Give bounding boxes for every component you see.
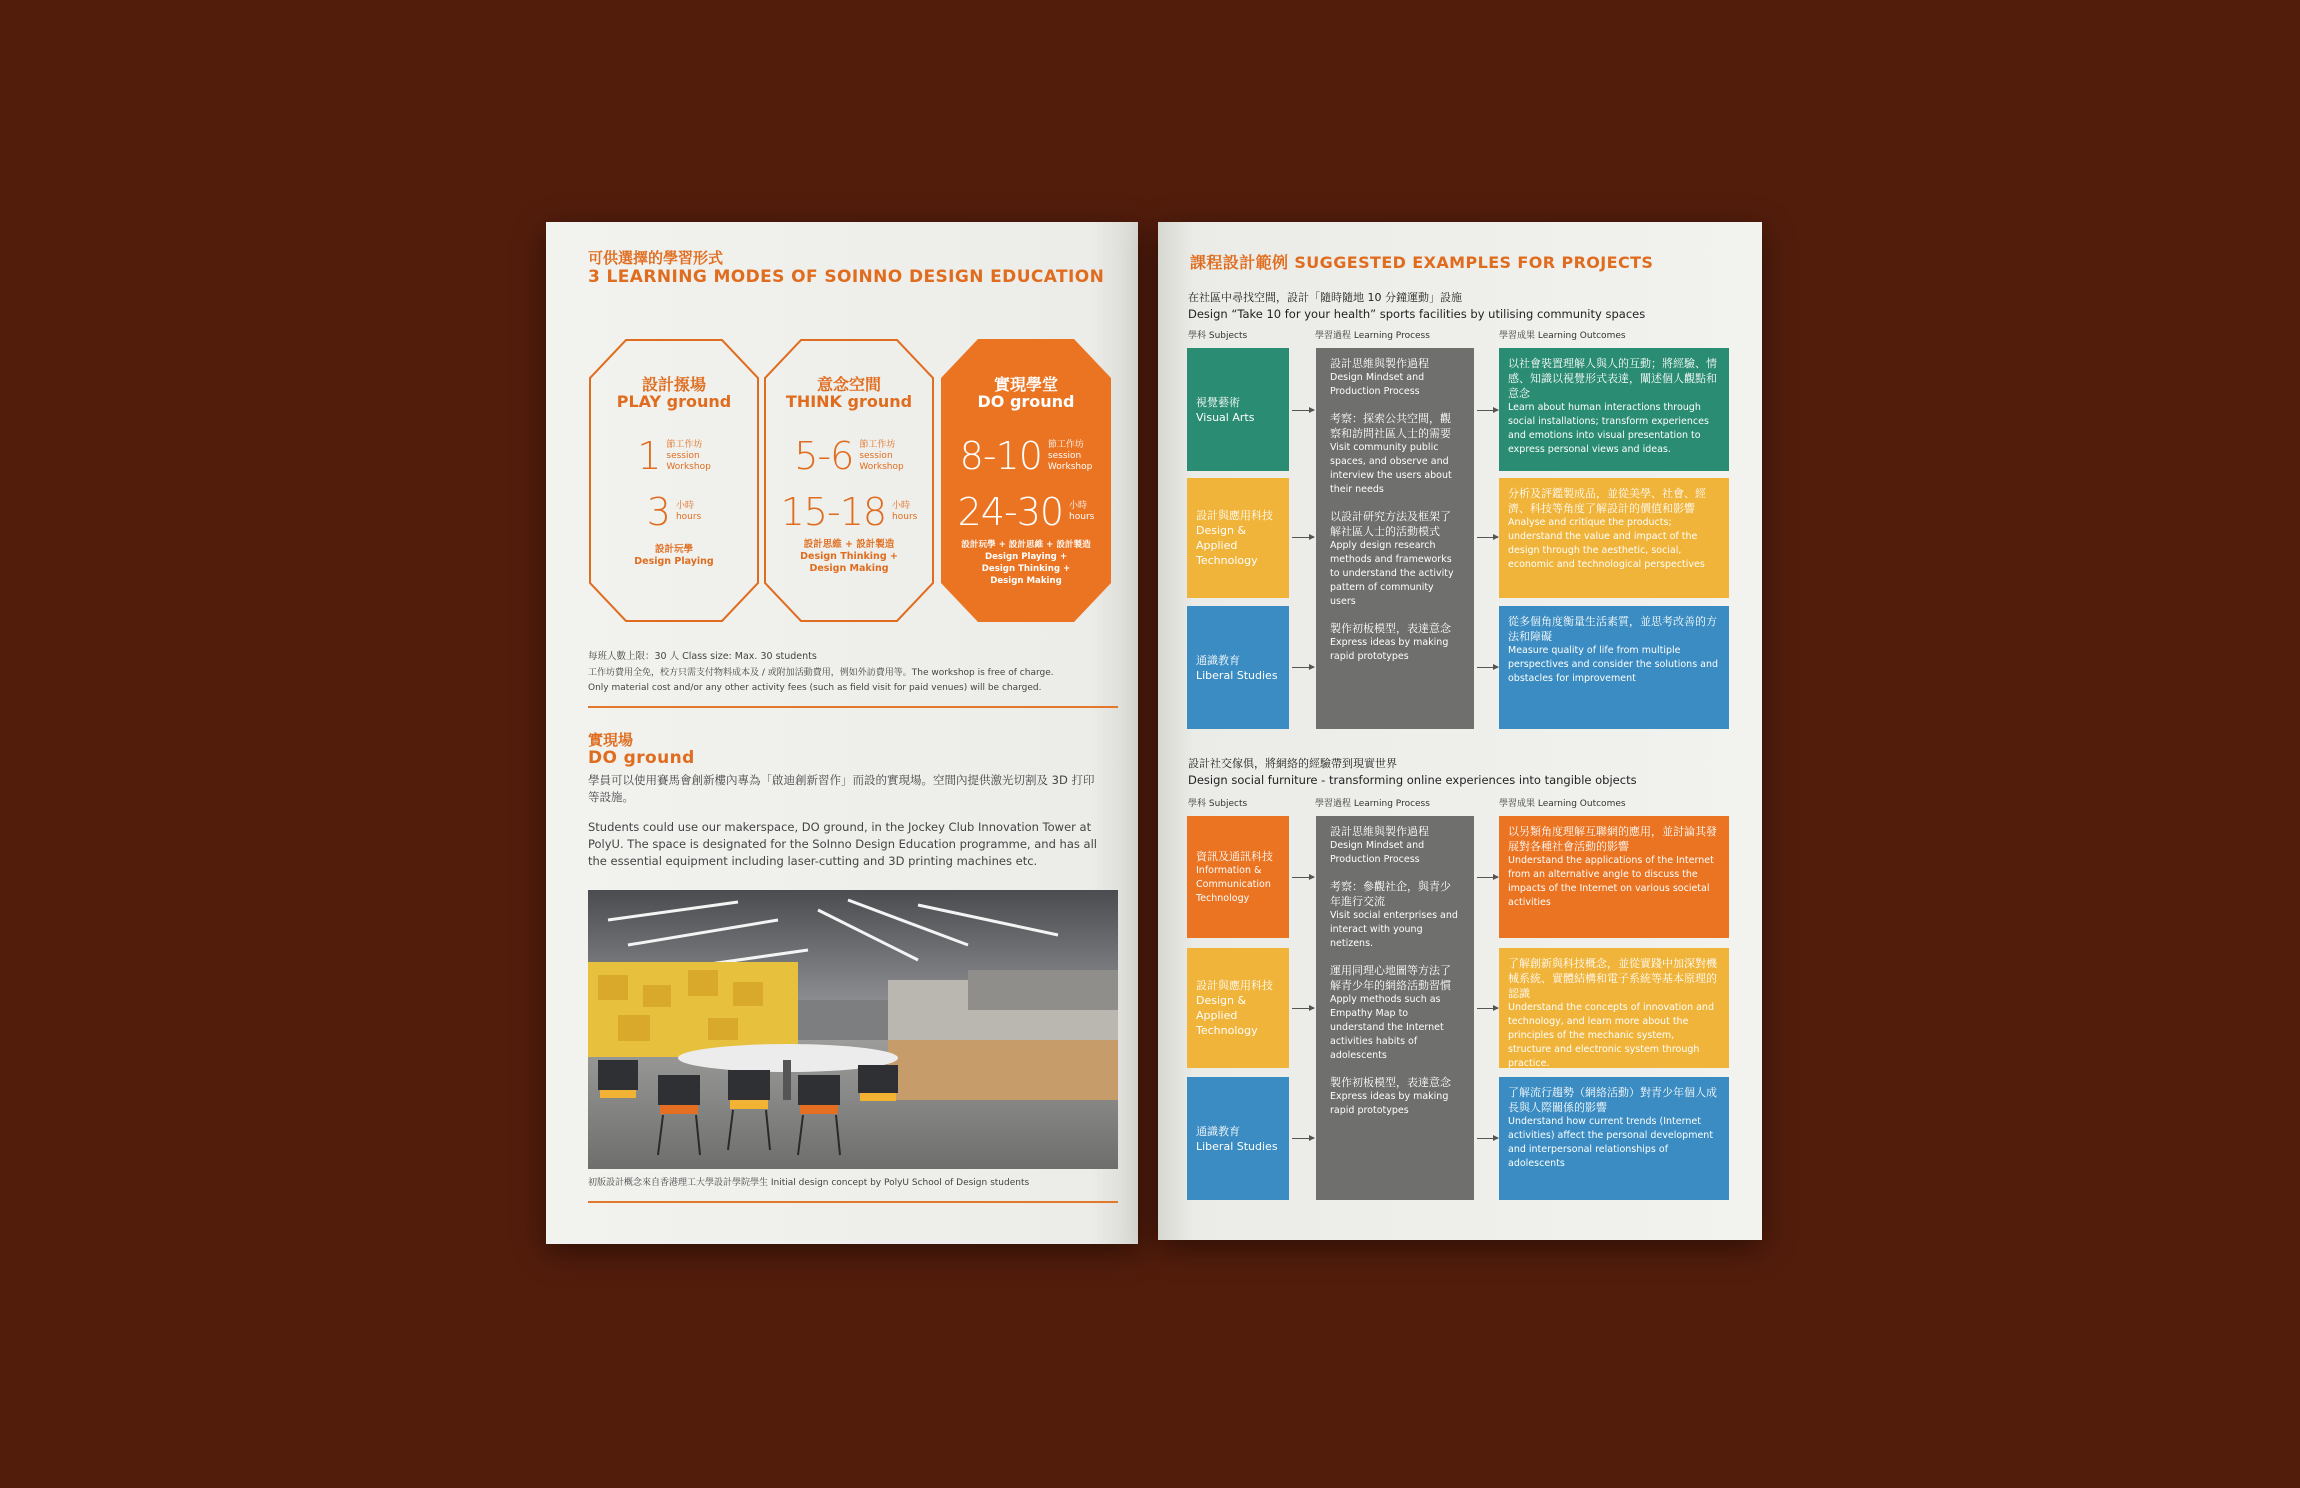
subject-en: Visual Arts [1196,410,1255,424]
outcome-en: Analyse and critique the products; understand the value and impact of the design through the aesthetic, social, economic and technological perspectives [1508,517,1705,570]
process-en: Apply methods such as Empathy Map to understand the Internet activities habits of adolescents [1330,994,1444,1061]
arrow-icon [1477,667,1498,668]
arrow-icon [1292,537,1314,538]
subject-zh: 設計與應用科技 [1196,509,1273,522]
col-outcomes: 學習成果 Learning Outcomes [1499,331,1626,341]
unit-zh: 小時 [1069,501,1088,511]
arrow-icon [1292,1138,1314,1139]
do-para-zh-1: 學員可以使用賽馬會創新樓內專為「啟迪創新習作」而設的實現場。空間內提供激光切割及 3D 打印 [588,773,1095,787]
do-para-en-1: Students could use our makerspace, DO ground, in the Jockey Club Innovation Tower at [588,820,1092,834]
photo-caption: 初版設計概念來自香港理工大學設計學院學生 Initial design concept by PolyU School of Design students [588,1178,1030,1188]
mode-think [763,338,935,623]
do-para-en-2: PolyU. The space is designated for the SoInno Design Education programme, and has all [588,837,1097,851]
process-zh: 製作初板模型，表達意念 [1330,1076,1451,1089]
subject-liberal-studies [1187,1077,1289,1200]
outcome-en: Understand how current trends (Internet activities) affect the personal development and interpersonal relationships of adolescents [1508,1116,1714,1169]
mode-title-en: PLAY ground [616,392,732,411]
unit-en2: Workshop [1047,461,1093,472]
do-heading-en: DO ground [588,748,695,768]
arrow-icon [1292,877,1314,878]
mode-foot-en3: Design Making [990,576,1062,586]
col-process: 學習過程 Learning Process [1315,799,1430,809]
subject-en: Liberal Studies [1196,668,1278,682]
session-count: 8-10 [959,434,1042,478]
project2-title-zh: 設計社交傢俱，將網絡的經驗帶到現實世界 [1188,757,1397,770]
mode-title-en: THINK ground [785,392,913,411]
outcome-3 [1499,606,1729,729]
arrow-icon [1292,667,1314,668]
subject-design-tech [1187,948,1289,1068]
process-en: Visit community public spaces, and observe and interview the users about their needs [1330,442,1452,495]
divider-bottom [588,1201,1118,1203]
outcome-zh: 了解流行趨勢（網絡活動）對青少年個人成長與人際關係的影響 [1508,1086,1717,1114]
subject-zh: 視覺藝術 [1196,395,1240,409]
unit-zh: 小時 [892,501,911,511]
process-en: Express ideas by making rapid prototypes [1330,637,1449,662]
process-en: Visit social enterprises and interact with young netizens. [1330,910,1458,949]
unit-en: hours [675,512,702,522]
outcome-en: Measure quality of life from multiple perspectives and consider the solutions and obstacles for improvement [1508,645,1719,684]
mode-foot-zh: 設計思維 + 設計製造 [803,539,895,550]
subject-visual-arts [1187,348,1289,471]
arrow-icon [1477,877,1498,878]
modes-heading-en: 3 LEARNING MODES OF SOINNO DESIGN EDUCATION [588,267,1105,287]
arrow-icon [1292,1008,1314,1009]
mode-foot-en2: Design Making [809,563,889,574]
unit-en: hours [892,512,918,522]
unit-en: session [859,450,893,461]
outcome-en: Learn about human interactions through social installations; transform experiences and emotions into visual presentation to express personal views and ideas. [1508,402,1709,455]
arrow-icon [1477,537,1498,538]
col-subjects: 學科 Subjects [1188,331,1248,341]
unit-zh: 小時 [675,501,694,511]
examples-heading: 課程設計範例 SUGGESTED EXAMPLES FOR PROJECTS [1190,253,1654,272]
unit-en: session [1047,450,1082,461]
process-en: Apply design research methods and frameworks to understand the activity pattern of community users [1330,540,1454,607]
outcome-zh: 以社會裝置理解人與人的互動；將經驗、情感、知識以視覺形式表達，闡述個人觀點和意念 [1508,357,1717,400]
col-outcomes: 學習成果 Learning Outcomes [1499,799,1626,809]
process-zh: 設計思維與製作過程 [1330,825,1429,838]
mode-foot-zh: 設計玩學 [654,544,693,555]
mode-foot-en: Design Playing [634,556,714,567]
unit-zh: 節工作坊 [1047,439,1084,450]
session-count: 1 [637,434,661,478]
arrow-icon [1292,410,1314,411]
col-subjects: 學科 Subjects [1188,799,1248,809]
outcome-5 [1499,948,1729,1068]
outcome-1 [1499,348,1729,471]
do-heading-zh: 實現場 [588,731,634,749]
divider [588,706,1118,708]
process-zh: 考察：參觀社企，與青少年進行交流 [1330,880,1451,908]
subject-en: Design & Applied Technology [1196,994,1258,1037]
unit-zh: 節工作坊 [666,439,703,450]
process-column-1 [1316,348,1474,729]
subject-en: Information & Communication Technology [1196,864,1271,904]
subject-design-tech [1187,478,1289,598]
subject-en: Design & Applied Technology [1196,524,1258,567]
subject-en: Liberal Studies [1196,1139,1278,1153]
outcome-6 [1499,1077,1729,1200]
arrow-icon [1477,1008,1498,1009]
unit-en: hours [1069,512,1095,522]
unit-zh: 節工作坊 [859,439,896,450]
subject-zh: 通識教育 [1196,1124,1240,1138]
do-para-en-3: the essential equipment including laser-cutting and 3D printing machines etc. [588,854,1038,868]
process-en: Design Mindset and Production Process [1330,372,1425,397]
mode-foot-en: Design Playing + [984,552,1068,562]
mode-title-zh: 意念空間 [816,375,881,394]
process-zh: 以設計研究方法及框架了解社區人士的活動模式 [1330,510,1451,538]
process-en: Express ideas by making rapid prototypes [1330,1091,1449,1116]
outcome-zh: 了解創新與科技概念，並從實踐中加深對機械系統、實體結構和電子系統等基本原理的認識 [1508,957,1717,1000]
mode-foot-zh: 設計玩學 + 設計思維 + 設計製造 [961,540,1091,550]
outcome-en: Understand the concepts of innovation and technology, and learn more about the principles of the mechanic system, structure and electronic system through practice. [1508,1002,1714,1069]
subject-zh: 設計與應用科技 [1196,979,1273,992]
project2-title-en: Design social furniture - transforming online experiences into tangible objects [1188,773,1637,787]
subject-ict [1187,816,1289,938]
outcome-zh: 以另類角度理解互聯網的應用，並討論其發展對各種社會活動的影響 [1508,825,1717,853]
class-size: 每班人數上限：30 人 Class size: Max. 30 students [588,651,817,662]
unit-en2: Workshop [859,461,904,472]
mode-foot-en: Design Thinking + [800,551,898,562]
arrow-icon [1477,1138,1498,1139]
do-para-zh-2: 等設施。 [588,790,634,804]
hour-count: 24-30 [957,490,1064,534]
session-count: 5-6 [794,434,854,478]
hour-count: 15-18 [780,490,887,534]
process-en: Design Mindset and Production Process [1330,840,1425,865]
process-zh: 製作初板模型，表達意念 [1330,622,1451,635]
mode-play [588,338,760,623]
process-zh: 設計思維與製作過程 [1330,357,1429,370]
mode-title-zh: 設計揼場 [641,375,706,394]
outcome-4 [1499,816,1729,938]
outcome-en: Understand the applications of the Internet from an alternative angle to discuss the impacts of the Internet on various societal activities [1508,855,1714,908]
hour-count: 3 [646,490,670,534]
process-column-2 [1316,816,1474,1200]
makerspace-photo [588,890,1118,1169]
mode-do [940,338,1112,623]
mode-title-zh: 實現學堂 [993,375,1058,394]
process-zh: 考察：探索公共空間，觀察和訪問社區人士的需要 [1330,412,1451,440]
arrow-icon [1477,410,1498,411]
outcome-zh: 分析及評鑑製成品，並從美學、社會、經濟、科技等角度了解設計的價值和影響 [1508,487,1706,515]
modes-heading-zh: 可供選擇的學習形式 [588,249,724,267]
fee-line-1: 工作坊費用全免，校方只需支付物料成本及 / 或附加活動費用，例如外訪費用等。The workshop is free of charge. [588,668,1054,678]
mode-title-en: DO ground [977,392,1075,411]
subject-liberal-studies [1187,606,1289,729]
outcome-zh: 從多個角度衡量生活素質，並思考改善的方法和障礙 [1508,615,1717,643]
subject-zh: 通識教育 [1196,653,1240,667]
subject-zh: 資訊及通訊科技 [1196,849,1273,863]
unit-en2: Workshop [666,461,711,472]
outcome-2 [1499,478,1729,598]
col-process: 學習過程 Learning Process [1315,331,1430,341]
fee-line-2: Only material cost and/or any other activity fees (such as field visit for paid venues) will be charged. [588,683,1042,693]
mode-foot-en2: Design Thinking + [981,564,1071,574]
process-zh: 運用同理心地圖等方法了解青少年的網絡活動習慣 [1330,964,1451,992]
project1-title-zh: 在社區中尋找空間，設計「隨時隨地 10 分鐘運動」設施 [1188,291,1462,304]
unit-en: session [666,450,700,461]
project1-title-en: Design “Take 10 for your health” sports facilities by utilising community spaces [1188,307,1646,321]
